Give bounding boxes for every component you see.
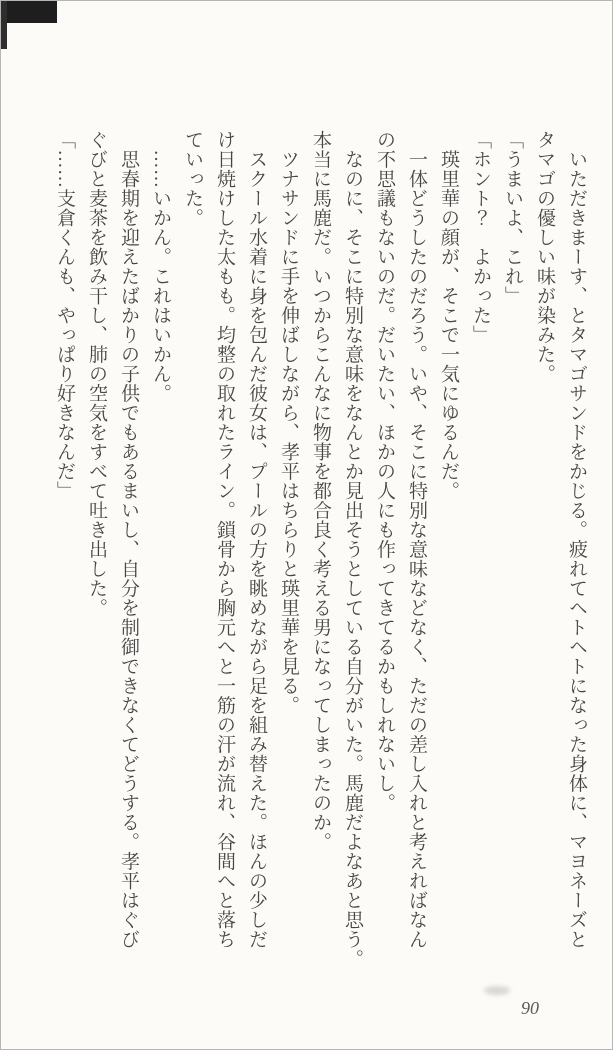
page-number: 90 xyxy=(521,998,539,1018)
text-column: 「ホント？ よかった」 xyxy=(470,130,491,345)
text-column: 一体どうしたのだろう。いや、そこに特別な意味などなく、ただの差し入れと考えればなん xyxy=(406,130,427,949)
text-column: ぐびと麦茶を飲み干し、肺の空気をすべて吐き出した。 xyxy=(86,130,107,618)
text-column: スクール水着に身を包んだ彼女は、プールの方を眺めながら足を組み替えた。ほんの少しだ xyxy=(246,130,267,949)
body-text xyxy=(48,130,592,969)
text-column: 思春期を迎えたばかりの子供でもあるまいし、自分を制御できなくてどうする。孝平はぐび xyxy=(118,130,139,949)
text-column: の不思議もないのだ。だいたい、ほかの人にも作ってきてるかもしれないし。 xyxy=(374,130,395,813)
scan-smudge xyxy=(484,986,510,995)
text-column: ツナサンドに手を伸ばしながら、孝平はちらりと瑛里華を見る。 xyxy=(278,130,299,715)
text-column: 瑛里華の顔が、そこで一気にゆるんだ。 xyxy=(438,130,459,501)
text-column: ……いかん。これはいかん。 xyxy=(150,130,171,403)
text-column: 本当に馬鹿だ。いつからこんなに物事を都合良く考える男になってしまったのか。 xyxy=(310,130,331,852)
text-column: タマゴの優しい味が染みた。 xyxy=(534,130,555,384)
text-column: ていった。 xyxy=(182,130,203,228)
scan-artifact-edge xyxy=(1,1,7,49)
text-column: 「うまいよ、これ」 xyxy=(502,130,523,306)
text-column: け日焼けした太もも。均整の取れたライン。鎖骨から胸元へと一筋の汗が流れ、谷間へと落ち xyxy=(214,130,235,949)
text-column: なのに、そこに特別な意味をなんとか見出そうとしている自分がいた。馬鹿だよなあと思う。 xyxy=(342,130,363,969)
text-column: 「……支倉くんも、やっぱり好きなんだ」 xyxy=(54,130,75,501)
scan-artifact-corner xyxy=(1,1,57,23)
text-column: いただきまーす、とタマゴサンドをかじる。疲れてヘトヘトになった身体に、マヨネーズと xyxy=(566,130,587,949)
